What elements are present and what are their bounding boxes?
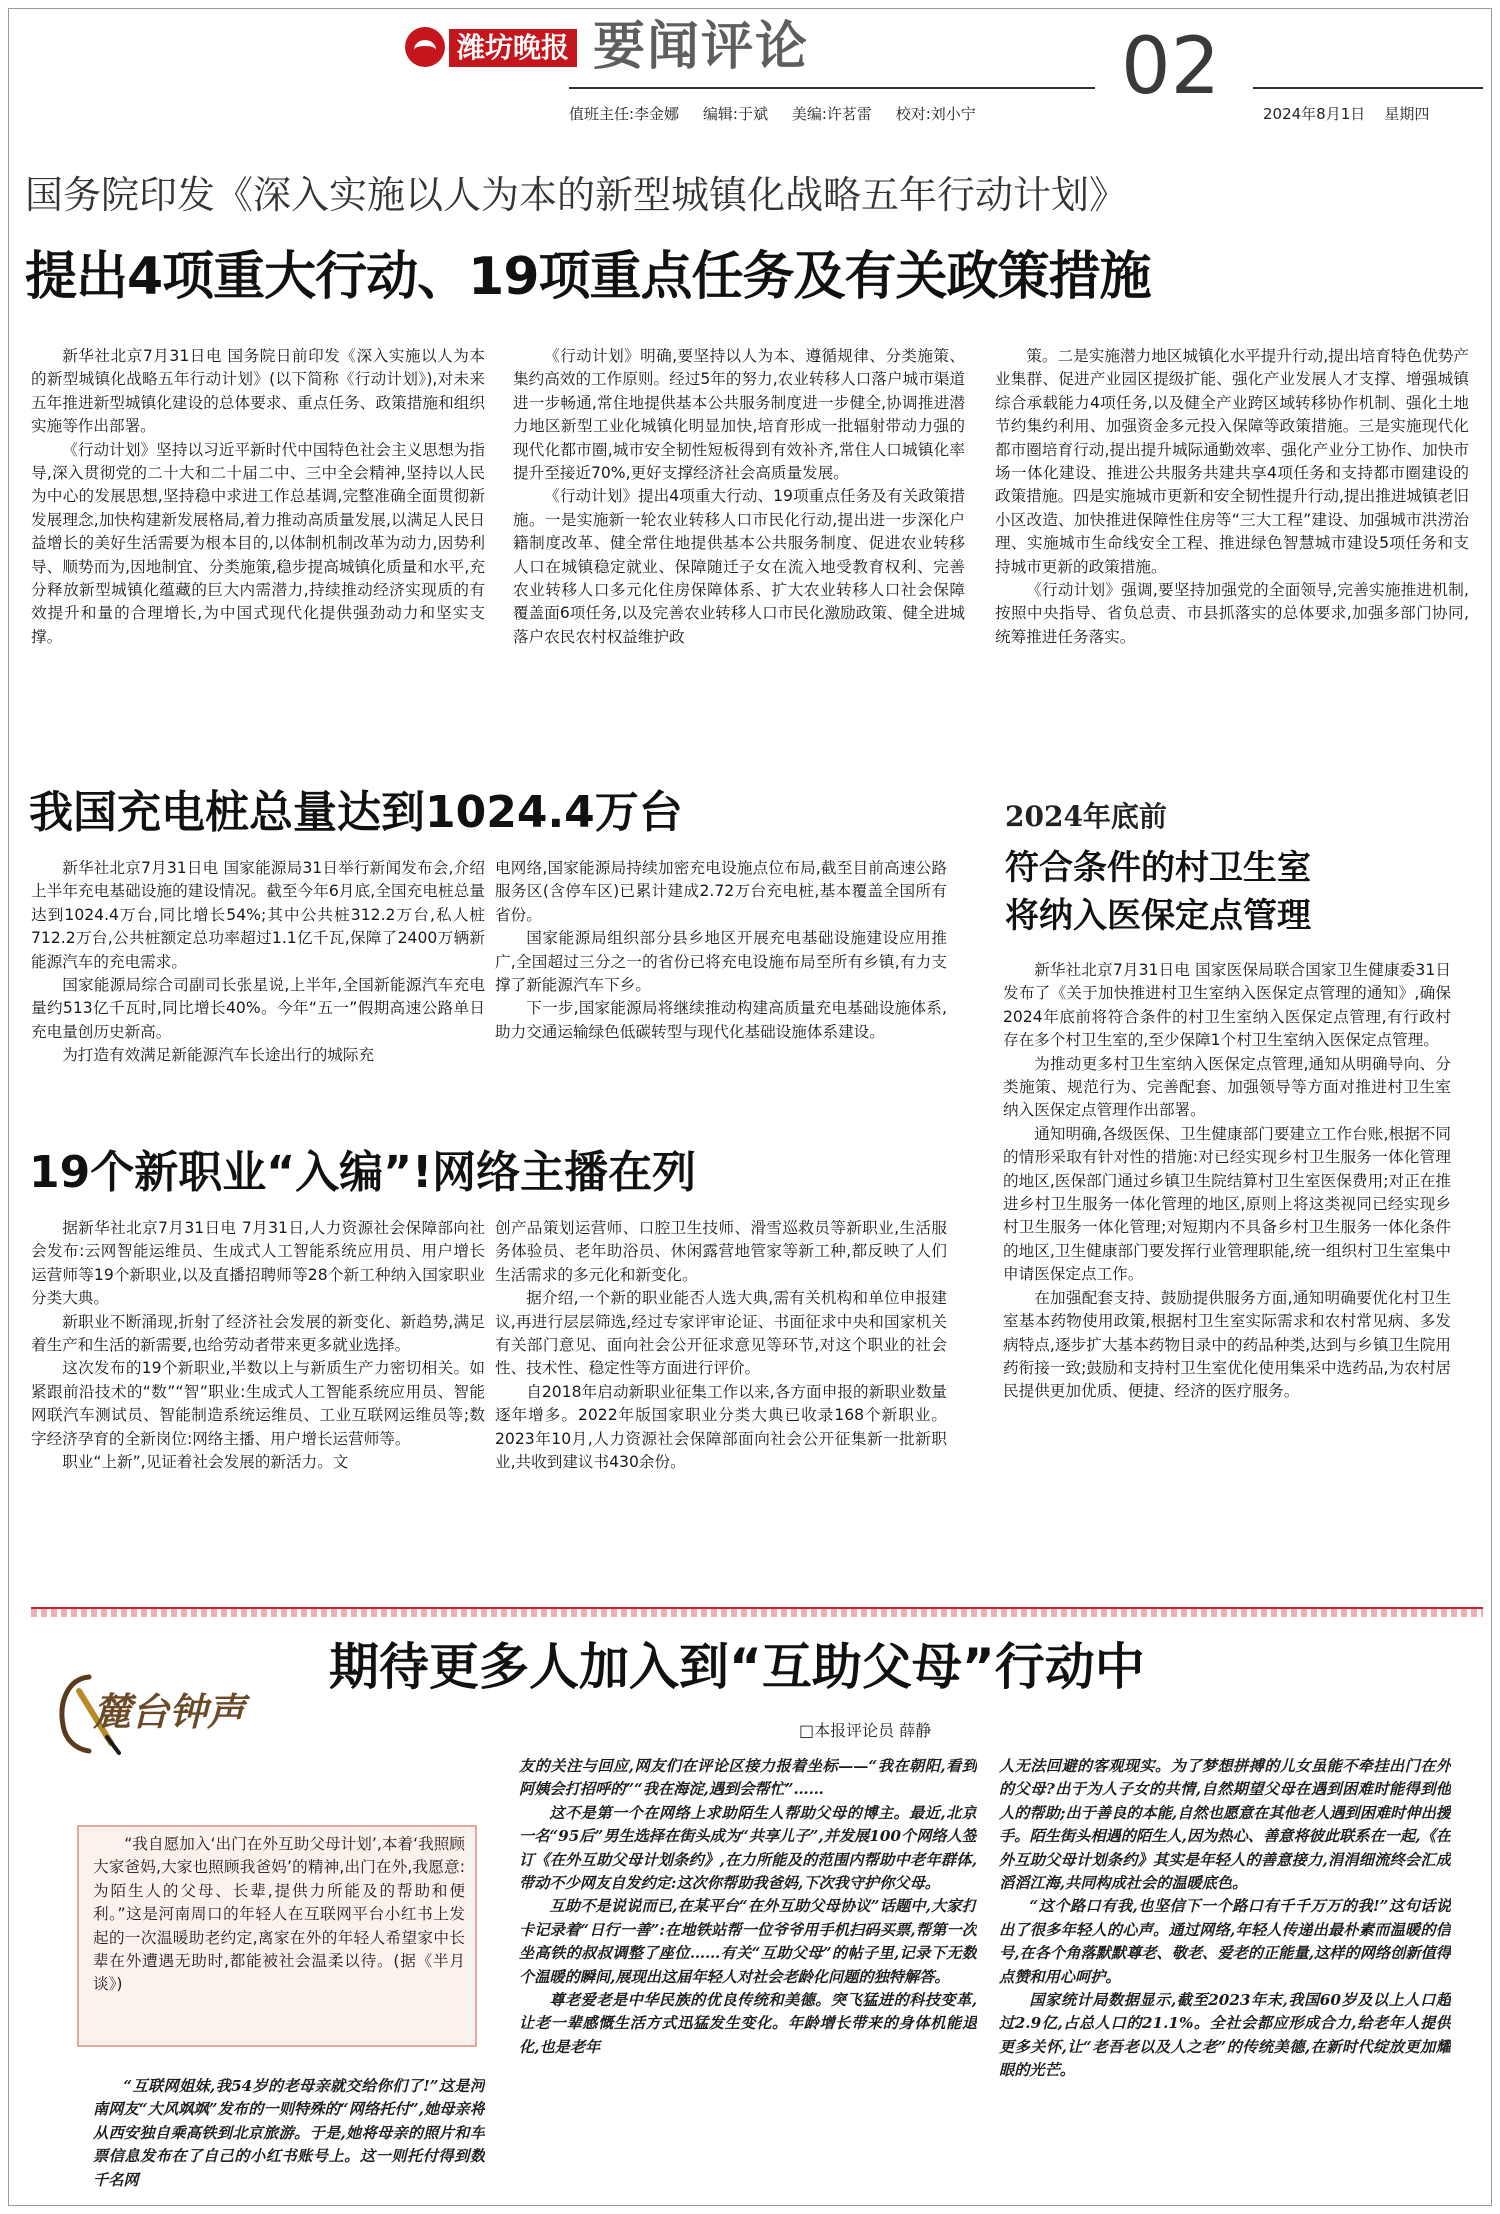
masthead-rule-right [1253, 87, 1483, 89]
editorial-headline: 期待更多人加入到“互助父母”行动中 [329, 1638, 1145, 1696]
jobs-column-1 [31, 1217, 485, 1563]
section-title: 要闻评论 [593, 16, 810, 77]
lead-kicker: 国务院印发《深入实施以人为本的新型城镇化战略五年行动计划》 [25, 173, 1128, 217]
lead-paragraph: 新华社北京7月31日电 国务院日前印发《深入实施以人为本的新型城镇化战略五年行动计划》(以下简称《行动计划》),对未来五年推进新型城镇化建设的总体要求、重点任务、政策措施和组织实施等作出部署。 [31, 347, 485, 436]
date-text: 2024年8月1日 [1263, 105, 1366, 123]
staff-credits [569, 103, 976, 124]
lead-paragraph: 《行动计划》明确,要坚持以人为本、遵循规律、分类施策、集约高效的工作原则。经过5年的努力,农业转移人口落户城市渠道进一步畅通,常住地提供基本公共服务制度进一步健全,协调推进潜力地区新型工业化城镇化明显加快,培育形成一批辐射带动力强的现代化都市圈,城市安全韧性短板得到有效补齐,常住人口城镇化率提升至接近70%,更好支撑经济社会高质量发展。 [513, 347, 965, 483]
lead-column-1 [31, 345, 485, 741]
clinic-headline-line-1: 符合条件的村卫生室 [1005, 848, 1311, 888]
duty-editor: 值班主任:李金娜 [569, 105, 680, 123]
charging-column-2 [495, 857, 947, 1099]
editorial-column-1 [93, 2075, 485, 2197]
clinic-kicker: 2024年底前 [1005, 800, 1167, 833]
editorial-paragraph: 国家统计局数据显示,截至2023年末,我国60岁及以上人口超过2.9亿,占总人口的21.1%。全社会都应形成合力,给老年人提供更多关怀,让“老吾老以及人之老”的传统美德,在新时代绽放更加耀眼的光芒。 [999, 1991, 1451, 2080]
logo-emblem-icon [405, 27, 445, 67]
charging-paragraph: 国家能源局组织部分县乡地区开展充电基础设施建设应用推广,全国超过三分之一的省份已将充电设施布局至所有乡镇,有力支撑了新能源汽车下乡。 [495, 929, 947, 995]
designer: 美编:许茗雷 [791, 105, 872, 123]
jobs-paragraph: 创产品策划运营师、口腔卫生技师、滑雪巡救员等新职业,生活服务体验员、老年助浴员、休闲露营地管家等新工种,都反映了人们生活需求的多元化和新变化。 [495, 1219, 947, 1284]
newspaper-logo [405, 19, 585, 77]
charging-headline: 我国充电桩总量达到1024.4万台 [29, 787, 683, 838]
quote-text [93, 1833, 465, 1997]
charging-paragraph: 为打造有效满足新能源汽车长途出行的城际充 [62, 1046, 375, 1065]
quote-source: (据《半月谈》) [93, 1952, 465, 1994]
proofreader: 校对:刘小宁 [895, 105, 976, 123]
clinic-paragraph: 为推动更多村卫生室纳入医保定点管理,通知从明确导向、分类施策、规范行为、完善配套、加强领导等方面对推进村卫生室纳入医保定点管理作出部署。 [1003, 1054, 1451, 1120]
lead-paragraph: 《行动计划》强调,要坚持加强党的全面领导,完善实施推进机制,按照中央指导、省负总责、市县抓落实的总体要求,加强多部门协同,统筹推进任务落实。 [995, 581, 1469, 646]
editorial-paragraph: 这不是第一个在网络上求助陌生人帮助父母的博主。最近,北京一名“95后”男生选择在街头成为“共享儿子”,并发展100个网络人签订《在外互助父母计划条约》,在力所能及的范围内帮助中老年群体,带动不少网友自发约定:这次你帮助我爸妈,下次我守护你父母。 [519, 1803, 977, 1893]
weekday-text: 星期四 [1384, 105, 1430, 123]
jobs-paragraph: 新职业不断涌现,折射了经济社会发展的新变化、新趋势,满足着生产和生活的新需要,也给劳动者带来更多就业选择。 [31, 1312, 485, 1355]
lead-paragraph: 《行动计划》提出4项重大行动、19项重点任务及有关政策措施。一是实施新一轮农业转移人口市民化行动,提出进一步深化户籍制度改革、健全常住地提供基本公共服务制度、促进农业转移人口在城镇稳定就业、保障随迁子女在流入地受教育权利、完善农业转移人口多元化住房保障体系、扩大农业转移人口社会保障覆盖面6项任务,以及完善农业转移人口市民化激励政策、健全进城落户农民农村权益维护政 [513, 487, 965, 646]
logo-text: 潍坊晚报 [449, 29, 577, 67]
clinic-paragraph: 新华社北京7月31日电 国家医保局联合国家卫生健康委31日发布了《关于加快推进村卫生室纳入医保定点管理的通知》,确保2024年底前将符合条件的村卫生室纳入医保定点管理,有行政村存在多个村卫生室的,至少保障1个村卫生室纳入医保定点管理。 [1003, 961, 1451, 1050]
editorial-column-logo [49, 1669, 299, 1759]
jobs-column-2 [495, 1217, 947, 1563]
lead-column-2 [513, 345, 965, 741]
editorial-paragraph: 人无法回避的客观现实。为了梦想拼搏的儿女虽能不牵挂出门在外的父母?出于为人子女的共情,自然期望父母在遇到困难时能得到他人的帮助;出于善良的本能,自然也愿意在其他老人遇到困难时伸出援手。陌生街头相遇的陌生人,因为热心、善意将彼此联系在一起,《在外互助父母计划条约》其实是年轻人的善意接力,涓涓细流终会汇成滔滔江海,共同构成社会的温暖底色。 [999, 1757, 1451, 1893]
editorial-column-2 [519, 1755, 977, 2195]
clinic-paragraph: 通知明确,各级医保、卫生健康部门要建立工作台账,根据不同的情形采取有针对性的措施:对已经实现乡村卫生服务一体化管理的地区,医保部门通过乡镇卫生院结算村卫生室医保费用;对正在推进乡村卫生服务一体化管理的地区,原则上将这类视同已经实现乡村卫生服务一体化管理;对短期内不具备乡村卫生服务一体化条件的地区,卫生健康部门要发挥行业管理职能,统一组织村卫生室集中申请医保定点工作。 [1003, 1124, 1451, 1284]
jobs-paragraph: 据新华社北京7月31日电 7月31日,人力资源社会保障部向社会发布:云网智能运维员、生成式人工智能系统应用员、用户增长运营师等19个新职业,以及直播招聘师等28个新工种纳入国家职业分类大典。 [31, 1219, 485, 1308]
editorial-column-3 [999, 1755, 1451, 2195]
lead-column-3 [995, 345, 1469, 741]
editorial-paragraph: “这个路口有我,也坚信下一个路口有千千万万的我!”这句话说出了很多年轻人的心声。通过网络,年轻人传递出最朴素而温暖的信号,在各个角落默默尊老、敬老、爱老的正能量,这样的网络创新值得点赞和用心呵护。 [999, 1897, 1451, 1986]
charging-paragraph: 新华社北京7月31日电 国家能源局31日举行新闻发布会,介绍上半年充电基础设施的建设情况。截至今年6月底,全国充电桩总量达到1024.4万台,同比增长54%;其中公共桩312.2万台,私人桩712.2万台,公共桩额定总功率超过1.1亿千瓦,保障了2400万辆新能源汽车的充电需求。 [31, 859, 485, 971]
charging-paragraph: 电网络,国家能源局持续加密充电设施点位布局,截至目前高速公路服务区(含停车区)已累计建成2.72万台充电桩,基本覆盖全国所有省份。 [495, 859, 947, 924]
editorial-top-border [31, 1609, 1483, 1617]
page-number: 02 [1121, 22, 1221, 112]
jobs-paragraph: 这次发布的19个新职业,半数以上与新质生产力密切相关。如紧跟前沿技术的“数”“智”职业:生成式人工智能系统应用员、智能网联汽车测试员、智能制造系统运维员、工业互联网运维员等;数字经济孕育的全新岗位:网络主播、用户增长运营师等。 [31, 1359, 485, 1448]
jobs-paragraph: 职业“上新”,见证着社会发展的新活力。文 [62, 1453, 349, 1472]
masthead-rule [569, 87, 1095, 89]
jobs-paragraph: 自2018年启动新职业征集工作以来,各方面申报的新职业数量逐年增多。2022年版国家职业分类大典已收录168个新职业。2023年10月,人力资源社会保障部面向社会公开征集新一批新职业,共收到建议书430余份。 [495, 1382, 947, 1472]
clinic-column [1003, 959, 1451, 1571]
issue-date [1263, 103, 1429, 124]
clinic-paragraph: 在加强配套支持、鼓励提供服务方面,通知明确要优化村卫生室基本药物使用政策,根据村卫生室实际需求和农村常见病、多发病特点,逐步扩大基本药物目录中的药品种类,达到与乡镇卫生院用药衔接一致;鼓励和支持村卫生室优化使用集采中选药品,为农村居民提供更加优质、便捷、经济的医疗服务。 [1003, 1288, 1451, 1401]
editorial-paragraph: 友的关注与回应,网友们在评论区接力报着坐标——“我在朝阳,看到阿姨会打招呼的”“我在海淀,遇到会帮忙”…… [519, 1757, 977, 1799]
charging-paragraph: 国家能源局综合司副司长张星说,上半年,全国新能源汽车充电量约513亿千瓦时,同比增长40%。今年“五一”假期高速公路单日充电量创历史新高。 [31, 976, 485, 1041]
quote-body: “我自愿加入‘出门在外互助父母计划’,本着‘我照顾大家爸妈,大家也照顾我爸妈’的精神,出门在外,我愿意:为陌生人的父母、长辈,提供力所能及的帮助和便利。”这是河南周口的年轻人在互联网平台小红书上发起的一次温暖助老约定,离家在外的年轻人希望家中长辈在外遭遇无助时,都能被社会温柔以待。 [93, 1835, 465, 1971]
lead-paragraph: 《行动计划》坚持以习近平新时代中国特色社会主义思想为指导,深入贯彻党的二十大和二十届二中、三中全会精神,坚持以人民为中心的发展思想,坚持稳中求进工作总基调,完整准确全面贯彻新发展理念,加快构建新发展格局,着力推动高质量发展,以满足人民日益增长的美好生活需要为根本目的,以体制机制改革为动力,因势利导、顺势而为,因地制宜、分类施策,稳步提高城镇化质量和水平,充分释放新型城镇化蕴藏的巨大内需潜力,持续推动经济实现质的有效提升和量的合理增长,为中国式现代化提供强劲动力和坚实支撑。 [31, 440, 485, 646]
newspaper-page [8, 8, 1492, 2206]
editor: 编辑:于斌 [702, 105, 768, 123]
jobs-headline: 19个新职业“入编”!网络主播在列 [29, 1147, 697, 1198]
editorial-paragraph: 互助不是说说而已,在某平台“在外互助父母协议”话题中,大家打卡记录着“日行一善”:在地铁站帮一位爷爷用手机扫码买票,帮第一次坐高铁的叔叔调整了座位……有关“互助父母”的帖子里,记录下无数个温暖的瞬间,展现出这届年轻人对社会老龄化问题的独特解答。 [519, 1897, 977, 1986]
lead-paragraph: 策。二是实施潜力地区城镇化水平提升行动,提出培育特色优势产业集群、促进产业园区提级扩能、强化产业发展人才支撑、增强城镇综合承载能力4项任务,以及健全产业跨区域转移协作机制、强化土地节约集约利用、加强资金多元投入保障等政策措施。三是实施现代化都市圈培育行动,提出提升城际通勤效率、强化产业分工协作、加快市场一体化建设、推进公共服务共建共享4项任务和支持都市圈建设的政策措施。四是实施城市更新和安全韧性提升行动,提出推进城镇老旧小区改造、加快推进保障性住房等“三大工程”建设、加强城市洪涝治理、实施城市生命线安全工程、推进绿色智慧城市建设5项任务和支持城市更新的政策措施。 [995, 347, 1469, 576]
lead-headline: 提出4项重大行动、19项重点任务及有关政策措施 [25, 247, 1151, 307]
editorial-paragraph: “互联网姐妹,我54岁的老母亲就交给你们了!”这是河南网友“大风飒飒”发布的一则特殊的“网络托付”,她母亲将从西安独自乘高铁到北京旅游。于是,她将母亲的照片和车票信息发布在了自己的小红书账号上。这一则托付得到数千名网 [93, 2077, 485, 2189]
jobs-paragraph: 据介绍,一个新的职业能否人选大典,需有关机构和单位申报建议,再进行层层筛选,经过专家评审论证、书面征求中央和国家机关有关部门意见、面向社会公开征求意见等环节,对这个职业的社会性、技术性、稳定性等方面进行评价。 [495, 1289, 947, 1378]
charging-paragraph: 下一步,国家能源局将继续推动构建高质量充电基础设施体系,助力交通运输绿色低碳转型与现代化基础设施体系建设。 [495, 999, 947, 1041]
editorial-byline: □本报评论员 薛静 [799, 1721, 932, 1740]
editorial-paragraph: 尊老爱老是中华民族的优良传统和美德。突飞猛进的科技变革,让老一辈感慨生活方式迅猛发生变化。年龄增长带来的身体机能退化,也是老年 [519, 1991, 977, 2056]
editorial-column-name: 麓台钟声 [93, 1689, 246, 1734]
clinic-headline-line-2: 将纳入医保定点管理 [1005, 896, 1311, 936]
charging-column-1 [31, 857, 485, 1099]
